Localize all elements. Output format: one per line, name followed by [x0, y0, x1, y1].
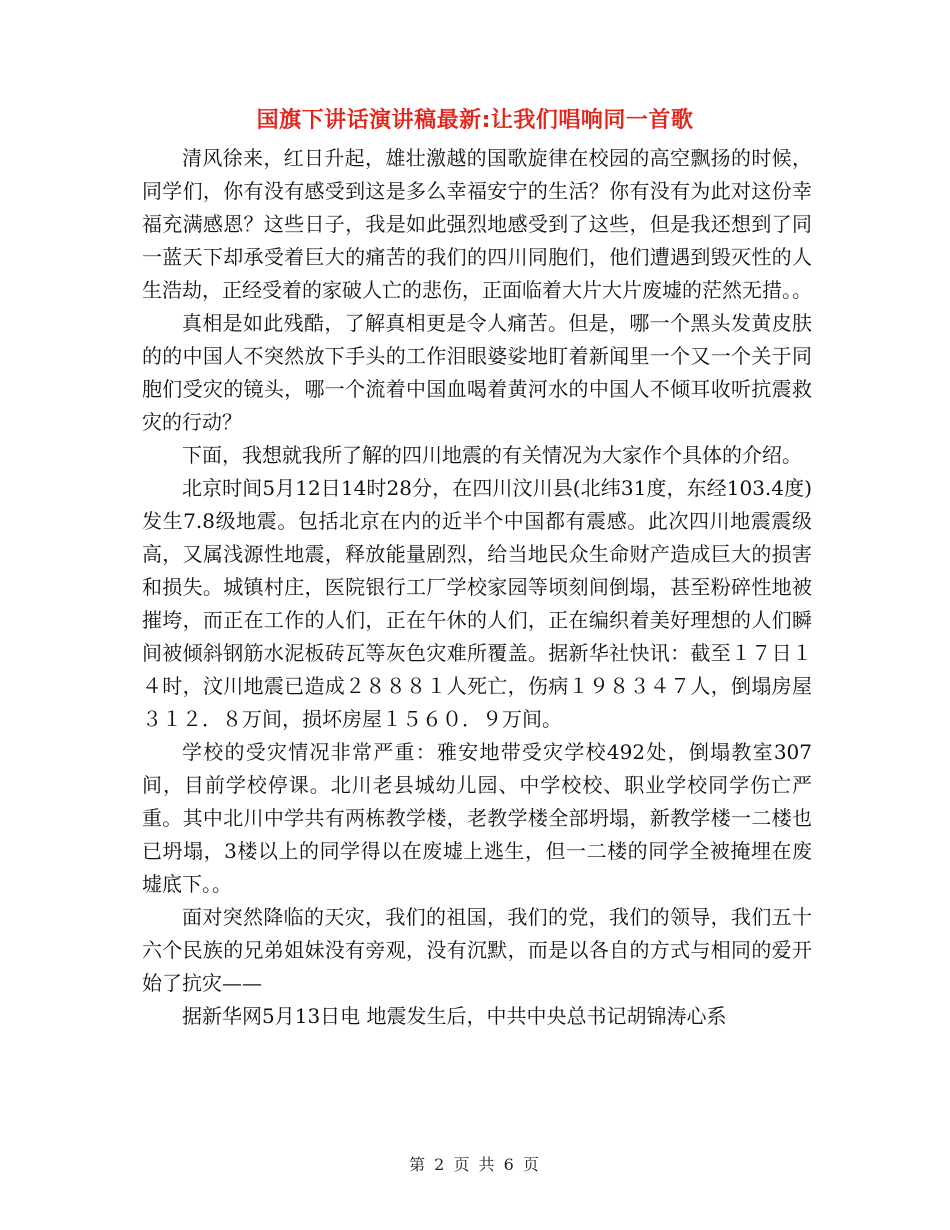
- page-number-footer: 第 2 页 共 6 页: [409, 1155, 541, 1174]
- document-title: 国旗下讲话演讲稿最新:让我们唱响同一首歌: [256, 108, 694, 133]
- document-body: [142, 142, 812, 1033]
- paragraph: 清风徐来，红日升起，雄壮激越的国歌旋律在校园的高空飘扬的时候，同学们，你有没有感受到这是多么幸福安宁的生活？你有没有为此对这份幸福充满感恩？这些日子，我是如此强烈地感受到了这些，但是我还想到了同一蓝天下却承受着巨大的痛苦的我们的四川同胞们，他们遭遇到毁灭性的人生浩劫，正经受着的家破人亡的悲伤，正面临着大片大片废墟的茫然无措。。: [142, 146, 812, 302]
- paragraph: 真相是如此残酷，了解真相更是令人痛苦。但是，哪一个黑头发黄皮肤的的中国人不突然放下手头的工作泪眼婆娑地盯着新闻里一个又一个关于同胞们受灾的镜头，哪一个流着中国血喝着黄河水的中国人不倾耳收听抗震救灾的行动？: [142, 311, 812, 434]
- paragraph: 下面，我想就我所了解的四川地震的有关情况为大家作个具体的介绍。: [182, 443, 802, 467]
- paragraph: 据新华网5月13日电 地震发生后，中共中央总书记胡锦涛心系: [182, 1004, 727, 1028]
- paragraph: 学校的受灾情况非常严重：雅安地带受灾学校492处，倒塌教室307间，目前学校停课。北川老县城幼儿园、中学校校、职业学校同学伤亡严重。其中北川中学共有两栋教学楼，老教学楼全部坍塌，新教学楼一二楼也已坍塌，3楼以上的同学得以在废墟上逃生，但一二楼的同学全被掩埋在废墟底下。。: [142, 740, 812, 896]
- paragraph: 北京时间5月12日14时28分，在四川汶川县(北纬31度，东经103.4度)发生7.8级地震。包括北京在内的近半个中国都有震感。此次四川地震震级高，又属浅源性地震，释放能量剧烈，给当地民众生命财产造成巨大的损害和损失。城镇村庄，医院银行工厂学校家园等顷刻间倒塌，甚至粉碎性地被摧垮，而正在工作的人们，正在午休的人们，正在编织着美好理想的人们瞬间被倾斜钢筋水泥板砖瓦等灰色灾难所覆盖。据新华社快讯：截至１７日１４时，汶川地震已造成２８８８１人死亡，伤病１９８３４７人，倒塌房屋３１２．８万间，损坏房屋１５６０．９万间。: [142, 476, 812, 731]
- paragraph: 面对突然降临的天灾，我们的祖国，我们的党，我们的领导，我们五十六个民族的兄弟姐妹没有旁观，没有沉默，而是以各自的方式与相同的爱开始了抗灾——: [142, 905, 812, 995]
